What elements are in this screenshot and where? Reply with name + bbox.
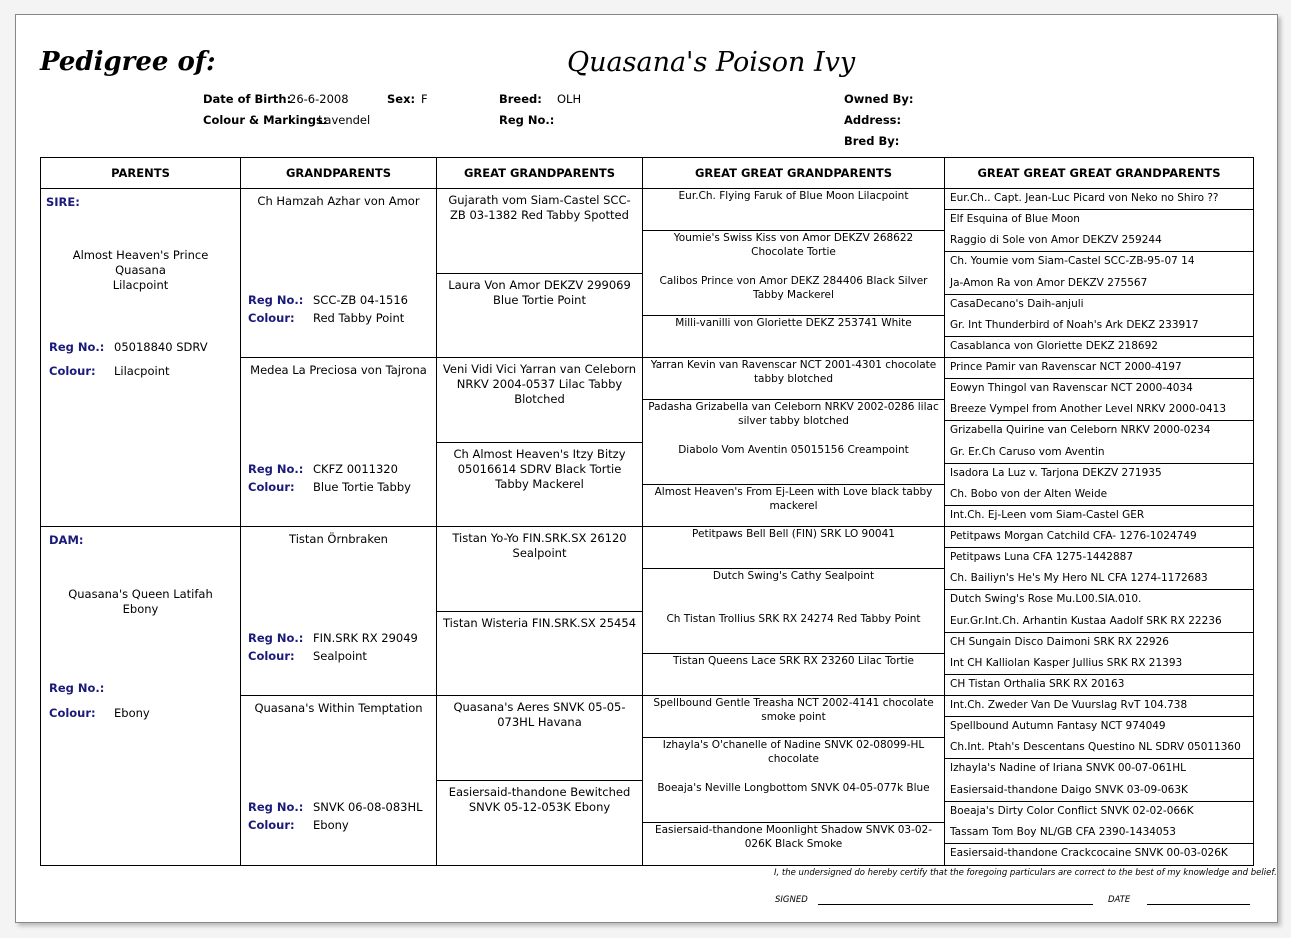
grandparent-colour-value: Ebony — [313, 818, 349, 832]
great-great-great-grandparent: Ch. Bailiyn's He's My Hero NL CFA 1274-1172683 — [950, 572, 1208, 585]
breed-value: OLH — [557, 92, 582, 106]
grandparent-reg-label: Reg No.: — [248, 462, 304, 476]
great-great-grandparent: Easiersaid-thandone Moonlight Shadow SNVK 03-02-026K Black Smoke — [654, 823, 933, 850]
great-great-grandparent: Ch Tistan Trollius SRK RX 24274 Red Tabby Point — [666, 612, 921, 625]
sex-value: F — [421, 92, 428, 106]
great-great-great-grandparent: Breeze Vympel from Another Level NRKV 2000-0413 — [950, 403, 1227, 416]
great-grandparent: Tistan Yo-Yo FIN.SRK.SX 26120 Sealpoint — [452, 531, 627, 560]
grandparent-colour-value: Red Tabby Point — [313, 311, 405, 325]
header-parents: PARENTS — [111, 166, 170, 180]
signed-label: SIGNED — [775, 895, 808, 905]
dam-label: DAM: — [49, 533, 84, 547]
great-great-great-grandparent: Ja-Amon Ra von Amor DEKZV 275567 — [950, 276, 1148, 289]
great-great-grandparent: Milli-vanilli von Gloriette DEKZ 253741 White — [675, 316, 912, 329]
grandparent-colour-label: Colour: — [248, 818, 295, 832]
great-great-grandparent: Boeaja's Neville Longbottom SNVK 04-05-077k Blue — [657, 781, 930, 794]
grandparent-name: Medea La Preciosa von Tajrona — [250, 363, 427, 377]
great-great-great-grandparent: CH Tistan Orthalia SRK RX 20163 — [950, 677, 1125, 690]
sire-colour-value: Lilacpoint — [114, 364, 170, 378]
great-great-great-grandparent: Int.Ch. Ej-Leen vom Siam-Castel GER — [950, 508, 1145, 521]
great-great-grandparent: Almost Heaven's From Ej-Leen with Love black tabby mackerel — [654, 485, 933, 512]
pedigree-grid — [40, 157, 1254, 866]
great-great-great-grandparent: Grizabella Quirine van Celeborn NRKV 2000-0234 — [950, 424, 1211, 437]
grandparent-reg-label: Reg No.: — [248, 631, 304, 645]
grandparent-colour-label: Colour: — [248, 311, 295, 325]
grandparent-name: Quasana's Within Temptation — [254, 701, 423, 715]
great-great-great-grandparent: Gr. Int Thunderbird of Noah's Ark DEKZ 233917 — [950, 318, 1199, 331]
dob-value: 26-6-2008 — [289, 92, 349, 106]
header-grandparents: GRANDPARENTS — [285, 166, 392, 180]
great-great-great-grandparent: Tassam Tom Boy NL/GB CFA 2390-1434053 — [950, 825, 1176, 838]
great-great-great-grandparent: Int CH Kalliolan Kasper Jullius SRK RX 21393 — [950, 656, 1183, 669]
dob-label: Date of Birth: — [203, 92, 292, 106]
header-great-great-great-grandparents: GREAT GREAT GREAT GRANDPARENTS — [977, 166, 1221, 180]
great-great-great-grandparent: Eur.Gr.Int.Ch. Arhantin Kustaa Aadolf SRK RX 22236 — [950, 614, 1222, 627]
great-great-great-grandparent: Ch. Youmie vom Siam-Castel SCC-ZB-95-07 14 — [950, 255, 1195, 268]
address-label: Address: — [844, 113, 902, 127]
grandparent-colour-value: Sealpoint — [313, 649, 367, 663]
great-great-great-grandparent: Izhayla's Nadine of Iriana SNVK 00-07-061HL — [950, 762, 1186, 775]
grandparent-reg-value: FIN.SRK RX 29049 — [313, 631, 418, 645]
dam-colour-label: Colour: — [49, 706, 96, 720]
sire-reg-label: Reg No.: — [49, 340, 105, 354]
great-great-great-grandparent: Casablanca von Gloriette DEKZ 218692 — [950, 339, 1158, 352]
great-great-grandparent: Diabolo Vom Aventin 05015156 Creampoint — [678, 443, 909, 456]
sire-colour-label: Colour: — [49, 364, 96, 378]
reg-label: Reg No.: — [499, 113, 555, 127]
great-great-great-grandparent: Ch.Int. Ptah's Descentans Questino NL SDRV 05011360 — [950, 741, 1241, 754]
grandparent-reg-value: SNVK 06-08-083HL — [313, 800, 423, 814]
great-great-great-grandparent: Gr. Er.Ch Caruso vom Aventin — [950, 445, 1105, 458]
dam-name: Quasana's Queen Latifah Ebony — [68, 587, 213, 616]
great-great-great-grandparent: Ch. Bobo von der Alten Weide — [950, 487, 1108, 500]
great-great-grandparent: Padasha Grizabella van Celeborn NRKV 2002-0286 lilac silver tabby blotched — [648, 401, 939, 428]
great-great-great-grandparent: Elf Esquina of Blue Moon — [950, 213, 1080, 226]
great-great-grandparent: Dutch Swing's Cathy Sealpoint — [712, 570, 875, 583]
dam-reg-label: Reg No.: — [49, 681, 105, 695]
great-great-great-grandparent: Isadora La Luz v. Tarjona DEKZV 271935 — [950, 466, 1162, 479]
sire-label: SIRE: — [46, 195, 80, 209]
great-grandparent: Ch Almost Heaven's Itzy Bitzy 05016614 SDRV Black Tortie Tabby Mackerel — [453, 446, 626, 491]
great-great-great-grandparent: Petitpaws Morgan Catchild CFA- 1276-1024749 — [950, 530, 1197, 542]
bred-label: Bred By: — [844, 134, 900, 148]
grandparent-reg-label: Reg No.: — [248, 293, 304, 307]
colour-value: Lavendel — [318, 113, 371, 127]
grandparent-colour-value: Blue Tortie Tabby — [313, 480, 411, 494]
pedigree-sheet — [15, 14, 1278, 923]
great-grandparent: Tistan Wisteria FIN.SRK.SX 25454 — [442, 615, 637, 630]
great-grandparent: Quasana's Aeres SNVK 05-05-073HL Havana — [453, 700, 626, 729]
date-label: DATE — [1108, 895, 1131, 905]
cat-name: Quasana's Poison Ivy — [567, 47, 856, 78]
great-grandparent: Gujarath vom Siam-Castel SCC-ZB 03-1382 Red Tabby Spotted — [448, 193, 631, 222]
breed-label: Breed: — [499, 92, 542, 106]
grandparent-reg-value: SCC-ZB 04-1516 — [313, 293, 408, 307]
great-great-grandparent: Petitpaws Bell Bell (FIN) SRK LO 90041 — [692, 528, 895, 540]
great-great-great-grandparent: Spellbound Autumn Fantasy NCT 974049 — [950, 720, 1166, 733]
header-great-grandparents: GREAT GRANDPARENTS — [463, 166, 616, 180]
great-great-great-grandparent: Eur.Ch.. Capt. Jean-Luc Picard von Neko no Shiro ?? — [950, 192, 1219, 204]
sire-reg-value: 05018840 SDRV — [114, 340, 208, 354]
grandparent-colour-label: Colour: — [248, 480, 295, 494]
great-grandparent: Veni Vidi Vici Yarran van Celeborn NRKV 2004-0537 Lilac Tabby Blotched — [442, 362, 637, 406]
great-great-great-grandparent: Easiersaid-thandone Crackcocaine SNVK 00-03-026K — [950, 846, 1228, 859]
great-great-great-grandparent: Petitpaws Luna CFA 1275-1442887 — [950, 551, 1134, 564]
great-great-grandparent: Yarran Kevin van Ravenscar NCT 2001-4301 chocolate tabby blotched — [650, 359, 937, 385]
sire-name: Almost Heaven's Prince Quasana Lilacpoint — [72, 248, 209, 292]
owned-label: Owned By: — [844, 92, 914, 106]
dam-colour-value: Ebony — [114, 706, 150, 720]
great-grandparent: Laura Von Amor DEKZV 299069 Blue Tortie Point — [448, 277, 631, 307]
grandparent-reg-label: Reg No.: — [248, 800, 304, 814]
great-great-great-grandparent: CH Sungain Disco Daimoni SRK RX 22926 — [950, 635, 1169, 648]
great-great-great-grandparent: CasaDecano's Daih-anjuli — [950, 297, 1084, 310]
great-great-great-grandparent: Easiersaid-thandone Daigo SNVK 03-09-063K — [950, 783, 1188, 796]
great-great-great-grandparent: Eowyn Thingol van Ravenscar NCT 2000-4034 — [950, 382, 1193, 395]
certify-text: I, the undersigned do hereby certify that the foregoing particulars are correct to the best of my knowledge and belief. — [774, 868, 1277, 878]
grandparent-colour-label: Colour: — [248, 649, 295, 663]
great-great-grandparent: Tistan Queens Lace SRK RX 23260 Lilac Tortie — [672, 654, 915, 667]
colour-label: Colour & Markings: — [203, 113, 328, 127]
great-great-grandparent: Izhayla's O'chanelle of Nadine SNVK 02-08099-HL chocolate — [662, 739, 925, 766]
great-great-great-grandparent: Prince Pamir van Ravenscar NCT 2000-4197 — [950, 361, 1182, 373]
great-great-great-grandparent: Int.Ch. Zweder Van De Vuurslag RvT 104.738 — [950, 699, 1188, 711]
great-great-great-grandparent: Boeaja's Dirty Color Conflict SNVK 02-02-066K — [950, 804, 1194, 817]
signature-line[interactable] — [818, 904, 1093, 905]
great-great-great-grandparent: Dutch Swing's Rose Mu.L00.SIA.010. — [950, 593, 1142, 606]
great-great-grandparent: Spellbound Gentle Treasha NCT 2002-4141 chocolate smoke point — [653, 697, 934, 723]
grandparent-reg-value: CKFZ 0011320 — [313, 462, 398, 476]
great-great-grandparent: Eur.Ch. Flying Faruk of Blue Moon Lilacpoint — [678, 190, 909, 202]
header-great-great-grandparents: GREAT GREAT GRANDPARENTS — [694, 166, 893, 180]
date-line[interactable] — [1147, 904, 1250, 905]
great-grandparent: Easiersaid-thandone Bewitched SNVK 05-12-053K Ebony — [448, 784, 631, 814]
great-great-grandparent: Youmie's Swiss Kiss von Amor DEKZV 268622 Chocolate Tortie — [673, 232, 914, 259]
pedigree-title: Pedigree of: — [40, 47, 216, 77]
grandparent-name: Tistan Örnbraken — [289, 532, 388, 546]
grandparent-name: Ch Hamzah Azhar von Amor — [257, 194, 420, 208]
sex-label: Sex: — [387, 92, 416, 106]
great-great-grandparent: Calibos Prince von Amor DEKZ 284406 Black Silver Tabby Mackerel — [659, 274, 928, 301]
great-great-great-grandparent: Raggio di Sole von Amor DEKZV 259244 — [950, 234, 1162, 247]
